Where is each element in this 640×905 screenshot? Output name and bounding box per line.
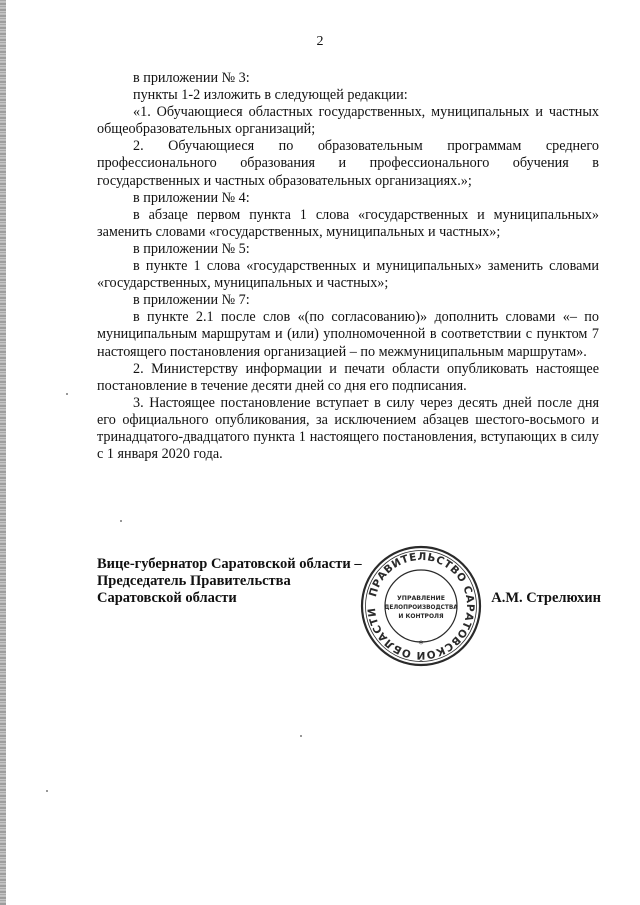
paragraph: в приложении № 7: (133, 292, 250, 309)
scan-speck (120, 520, 122, 522)
seal-inner-line2: ДЕЛОПРОИЗВОДСТВА (384, 605, 458, 611)
seal-icon (359, 544, 483, 668)
paragraph: в приложении № 5: (133, 240, 250, 257)
paragraph: в пункте 2.1 после слов «(по согласованию)» дополнить словами «– по муниципальным маршрутам и (или) уполномоченной в соответствии с пунктом 7 настоящего постановления организацией – по межмуниципальным маршрутам». (97, 309, 599, 360)
paragraph: 2. Министерству информации и печати области опубликовать настоящее постановление в течение десяти дней со дня его подписания. (97, 360, 599, 394)
scan-edge (0, 0, 6, 905)
signatory-title-line3: Саратовской области (97, 590, 237, 606)
paragraph: в абзаце первом пункта 1 слова «государственных и муниципальных» заменить словами «государственных, муниципальных и частных»; (97, 206, 599, 240)
page-number: 2 (316, 34, 324, 49)
scan-speck (46, 790, 48, 792)
paragraph: 2. Обучающиеся по образовательным программам среднего профессионального образования и профессионального обучения в государственных и частных образовательных организациях.»; (97, 138, 599, 189)
paragraph: «1. Обучающиеся областных государственных, муниципальных и частных общеобразовательных организаций; (97, 104, 599, 138)
paragraph: в приложении № 3: (133, 70, 250, 86)
official-seal (359, 544, 483, 668)
paragraph: в приложении № 4: (133, 189, 250, 206)
signatory-title-line2: Председатель Правительства (97, 573, 291, 589)
seal-outer-text: ПРАВИТЕЛЬСТВО САРАТОВСКОЙ ОБЛАСТИ (365, 550, 477, 662)
signature-block (97, 550, 601, 662)
paragraph: в пункте 1 слова «государственных и муниципальных» заменить словами «государственных, муниципальных и частных»; (97, 258, 599, 292)
seal-inner-line1: УПРАВЛЕНИЕ (397, 595, 445, 602)
signatory-name: А.М. Стрелюхин (491, 590, 601, 606)
paragraph: пункты 1-2 изложить в следующей редакции: (133, 87, 408, 104)
paragraph: 3. Настоящее постановление вступает в силу через десять дней после дня его официального опубликования, за исключением абзацев шестого-восьмого и тринадцатого-двадцатого пункта 1 настоящего постановления, вступающих в силу с 1 января 2020 года. (97, 394, 599, 463)
svg-text:*: * (418, 639, 424, 650)
scan-speck (300, 735, 302, 737)
scan-speck (66, 393, 68, 395)
signatory-title-line1: Вице-губернатор Саратовской области – (97, 556, 362, 572)
document-body (97, 70, 599, 463)
seal-inner-line3: И КОНТРОЛЯ (398, 613, 444, 620)
